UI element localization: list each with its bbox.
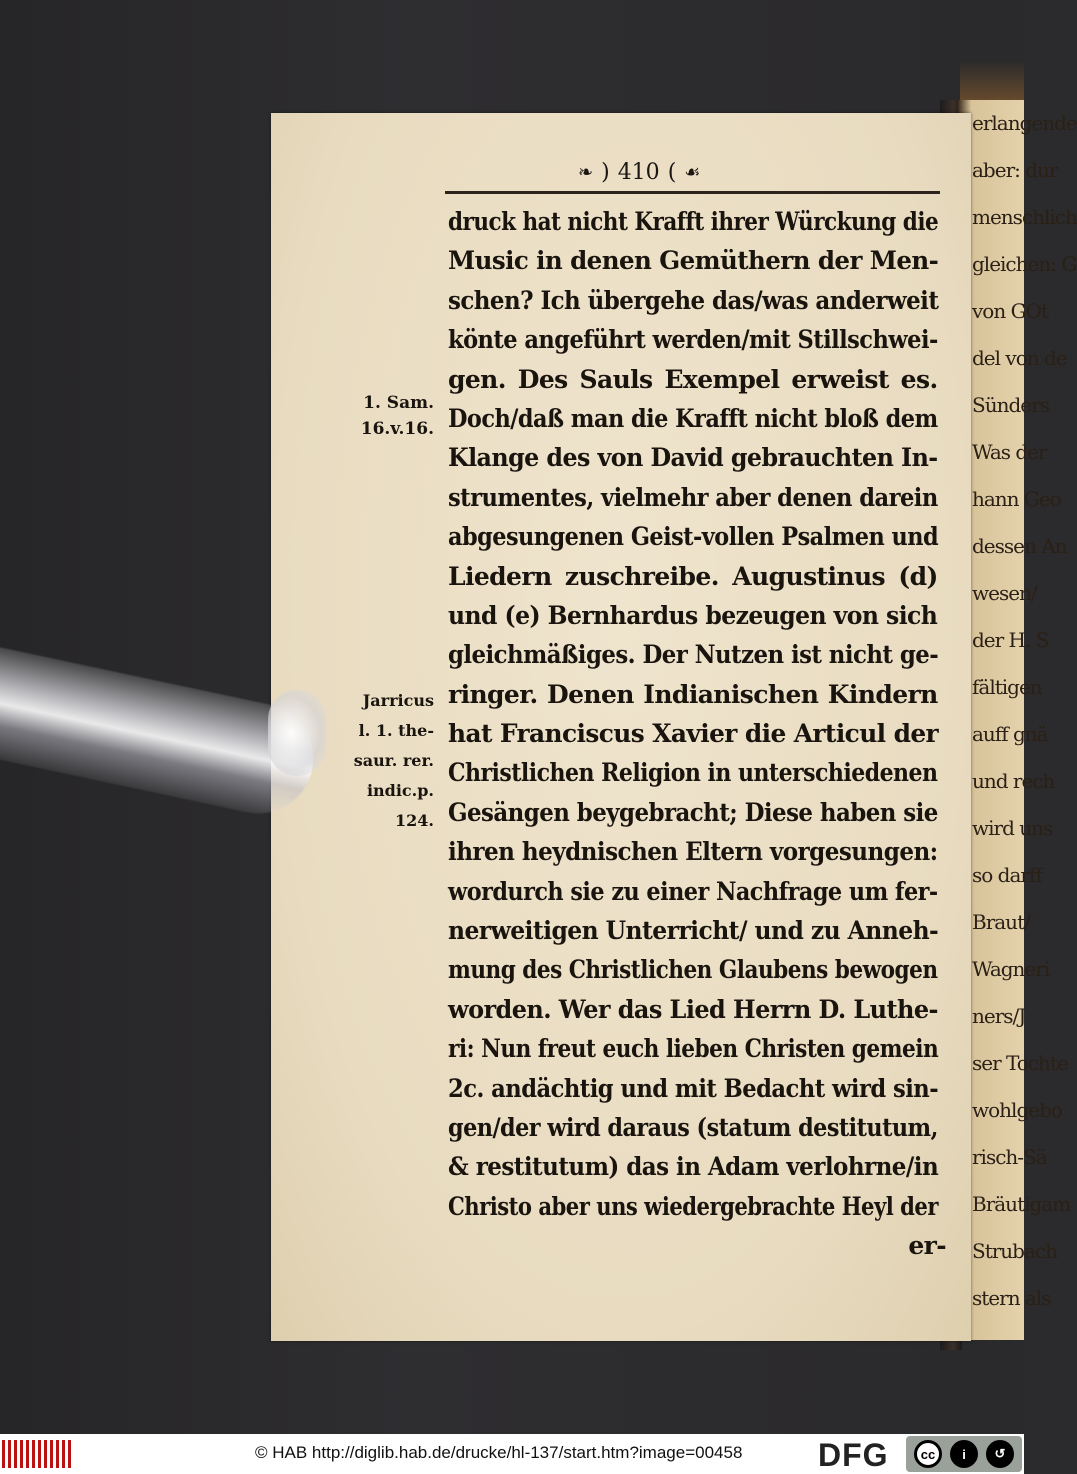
- next-page-line: der H. S: [972, 628, 1049, 652]
- next-page-line: Strubach: [972, 1239, 1057, 1263]
- next-page-line: ners/J: [972, 1004, 1026, 1028]
- text-line: strumentes, vielmehr aber denen darein: [448, 482, 938, 512]
- margin-line: 1. Sam.: [363, 393, 434, 413]
- text-line: ri: Nun freut euch lieben Christen gemein: [448, 1034, 939, 1064]
- text-line: und (e) Bernhardus bezeugen von sich: [448, 600, 938, 630]
- hab-logo-icon: [2, 1440, 71, 1468]
- next-page-line: Sünders: [972, 393, 1049, 417]
- margin-line: Jarricus: [362, 691, 434, 710]
- cc-icon: cc: [914, 1440, 942, 1468]
- next-page-line: von GOt: [972, 299, 1048, 323]
- body-text: [448, 202, 948, 1266]
- paren-open: ): [601, 160, 610, 185]
- next-page-line: stern als: [972, 1286, 1051, 1310]
- next-page-line: hann Geo: [972, 487, 1061, 511]
- next-page-line: Braut/: [972, 910, 1030, 934]
- footer-bar: [0, 1434, 1024, 1474]
- next-page-line: wesen/: [972, 581, 1037, 605]
- credit-link[interactable]: © HAB http://diglib.hab.de/drucke/hl-137/start.htm?image=00458: [255, 1443, 743, 1462]
- next-page-line: del von de: [972, 346, 1067, 370]
- text-line: Christo aber uns wiedergebrachte Heyl der: [448, 1191, 938, 1221]
- cc-license-badge[interactable]: [906, 1436, 1022, 1472]
- text-line: gen. Des Sauls Exempel erweist es.: [448, 364, 938, 394]
- text-line: hat Franciscus Xavier die Articul der: [448, 719, 939, 749]
- margin-line: l. 1. the-: [358, 721, 434, 740]
- text-line: ihren heydnischen Eltern vorgesungen:: [448, 837, 938, 867]
- sa-icon: ↺: [986, 1440, 1014, 1468]
- margin-note-jarricus: [342, 686, 434, 836]
- margin-line: 16.v.16.: [360, 419, 434, 439]
- next-page-line: fältigen: [972, 675, 1042, 699]
- text-line: nerweitigen Unterricht/ und zu Anneh-: [448, 916, 939, 946]
- next-page-line: wird uns: [972, 816, 1053, 840]
- glass-page-holder-tip: [268, 690, 326, 776]
- next-page-line: so darff: [972, 863, 1042, 887]
- by-icon: i: [950, 1440, 978, 1468]
- next-page-line: erlangende: [972, 111, 1077, 135]
- text-line: abgesungenen Geist-vollen Psalmen und: [448, 522, 939, 552]
- next-page-line: gleichen: G: [972, 252, 1077, 276]
- dfg-logo[interactable]: DFG: [818, 1437, 889, 1473]
- text-line: könte angeführt werden/mit Stillschwei-: [448, 325, 938, 355]
- text-line: gleichmäßiges. Der Nutzen ist nicht ge-: [448, 640, 939, 670]
- text-line: Gesängen beygebracht; Diese haben sie: [448, 797, 938, 827]
- ornament-right-icon: ☙: [684, 162, 701, 183]
- next-page-line: und rech: [972, 769, 1055, 793]
- text-line: Christlichen Religion in unterschiedenen: [448, 758, 938, 788]
- paren-close: (: [667, 160, 677, 185]
- page-header: [578, 160, 778, 185]
- next-page-line: Wagneri: [972, 957, 1050, 981]
- next-page-line: wohlgebo: [972, 1098, 1062, 1122]
- text-line: mung des Christlichen Glaubens bewogen: [448, 955, 938, 985]
- next-page-line: Bräutigam: [972, 1192, 1071, 1216]
- catchword: er-: [908, 1231, 946, 1261]
- next-page-line: menschlich: [972, 205, 1077, 229]
- next-page-line: auff gnä: [972, 722, 1048, 746]
- text-line: ringer. Denen Indianischen Kindern: [448, 679, 938, 709]
- text-line: Liedern zuschreibe. Augustinus (d): [448, 561, 938, 591]
- text-line: worden. Wer das Lied Herrn D. Luthe-: [448, 994, 938, 1024]
- ornament-left-icon: ❧: [578, 162, 594, 183]
- margin-line: saur. rer.: [353, 751, 434, 770]
- text-line: Doch/daß man die Krafft nicht bloß dem: [448, 403, 938, 433]
- page-number: 410: [617, 160, 660, 185]
- text-line: Music in denen Gemüthern der Men-: [448, 246, 939, 276]
- margin-line: 124.: [395, 811, 434, 830]
- text-line: 2c. andächtig und mit Bedacht wird sin-: [448, 1073, 939, 1103]
- header-rule: [445, 191, 940, 194]
- next-page-line: aber: dur: [972, 158, 1058, 182]
- text-line: Klange des von David gebrauchten In-: [448, 443, 938, 473]
- text-line: wordurch sie zu einer Nachfrage um fer-: [448, 876, 938, 906]
- margin-line: indic.p.: [366, 781, 434, 800]
- next-page-line: Was der: [972, 440, 1047, 464]
- text-line: schen? Ich übergehe das/was anderweit: [448, 285, 939, 315]
- text-line: & restitutum) das in Adam verlohrne/in: [448, 1152, 939, 1182]
- book-edge-top: [960, 60, 1024, 104]
- text-line: gen/der wird daraus (statum destitutum,: [448, 1112, 938, 1142]
- next-page-line: dessen An: [972, 534, 1067, 558]
- margin-note-samuel: [350, 390, 434, 442]
- text-line: druck hat nicht Krafft ihrer Würckung die: [448, 207, 939, 236]
- next-page-line: ser Tochte: [972, 1051, 1068, 1075]
- next-page-line: risch-Sä: [972, 1145, 1047, 1169]
